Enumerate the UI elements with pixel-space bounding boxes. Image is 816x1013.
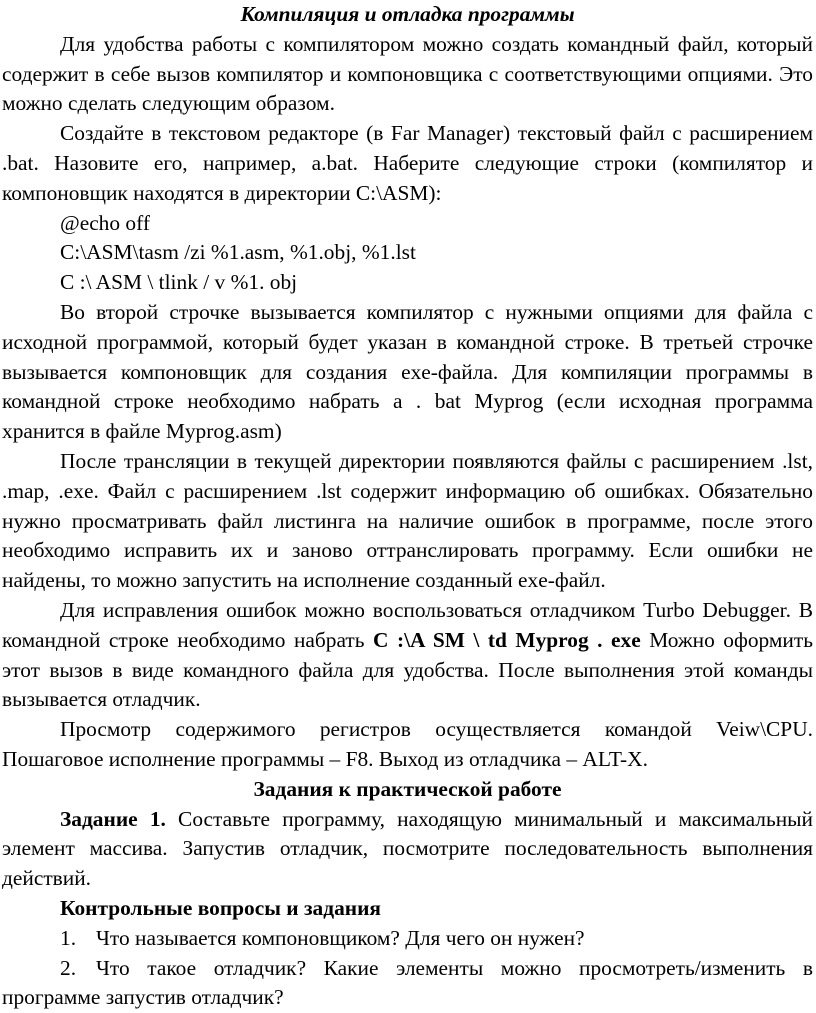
task-1-label: Задание 1. [60,807,166,831]
task-1 [2,805,813,894]
paragraph-debugger [2,596,813,715]
question-1-text: Что называется компоновщиком? Для чего он нужен? [96,926,585,950]
tasks-heading: Задания к практической работе [2,775,813,805]
paragraph-registers: Просмотр содержимого регистров осуществляется командой Veiw\CPU. Пошаговое исполнение программы – F8. Выход из отладчика – ALT-X. [2,715,813,775]
paragraph-intro: Для удобства работы с компилятором можно создать командный файл, который содержит в себе вызов компилятор и компоновщика с соответствующими опциями. Это можно сделать следующим образом. [2,30,813,119]
task-1-text: Составьте программу, находящую минимальный и максимальный элемент массива. Запустив отладчик, посмотрите последовательность выполнения действий. [2,807,813,891]
paragraph-listing: После трансляции в текущей директории появляются файлы с расширением .lst, .map, .exe. Файл с расширением .lst содержит информацию об ошибках. Обязательно нужно просматривать файл листинга на наличие ошибок в программе, после этого необходимо исправить их и заново оттранслировать программу. Если ошибки не найдены, то можно запустить на исполнение созданный exe-файл. [2,447,813,596]
question-2 [2,954,813,1013]
debugger-text-before: Для исправления ошибок можно воспользоваться отладчиком Turbo Debugger. В командной строке необходимо набрать [2,598,813,652]
question-2-text: Что такое отладчик? Какие элементы можно просмотреть/изменить в программе запустив отладчик? [2,956,813,1010]
code-line-1: @echo off [2,209,813,239]
questions-heading: Контрольные вопросы и задания [2,894,813,924]
document-page [2,0,813,1013]
page-title: Компиляция и отладка программы [2,0,813,30]
question-1 [2,924,813,954]
paragraph-batch-file: Создайте в текстовом редакторе (в Far Manager) текстовый файл с расширением .bat. Назовите его, например, a.bat. Наберите следующие строки (компилятор и компоновщик находятся в директории C:\ASM): [2,119,813,208]
question-2-number: 2. [60,954,96,984]
debugger-text-after: Можно оформить этот вызов в виде командного файла для удобства. После выполнения этой команды вызывается отладчик. [2,628,813,712]
paragraph-explanation: Во второй строчке вызывается компилятор с нужными опциями для файла с исходной программой, который будет указан в командной строке. В третьей строчке вызывается компоновщик для создания exe-файла. Для компиляции программы в командной строке необходимо набрать a . bat Myprog (если исходная программа хранится в файле Myprog.asm) [2,298,813,447]
code-line-3: C :\ ASM \ tlink / v %1. obj [2,268,813,298]
code-line-2: C:\ASM\tasm /zi %1.asm, %1.obj, %1.lst [2,238,813,268]
question-1-number: 1. [60,924,96,954]
debugger-command: C :\A SM \ td Myprog . exe [373,628,641,652]
